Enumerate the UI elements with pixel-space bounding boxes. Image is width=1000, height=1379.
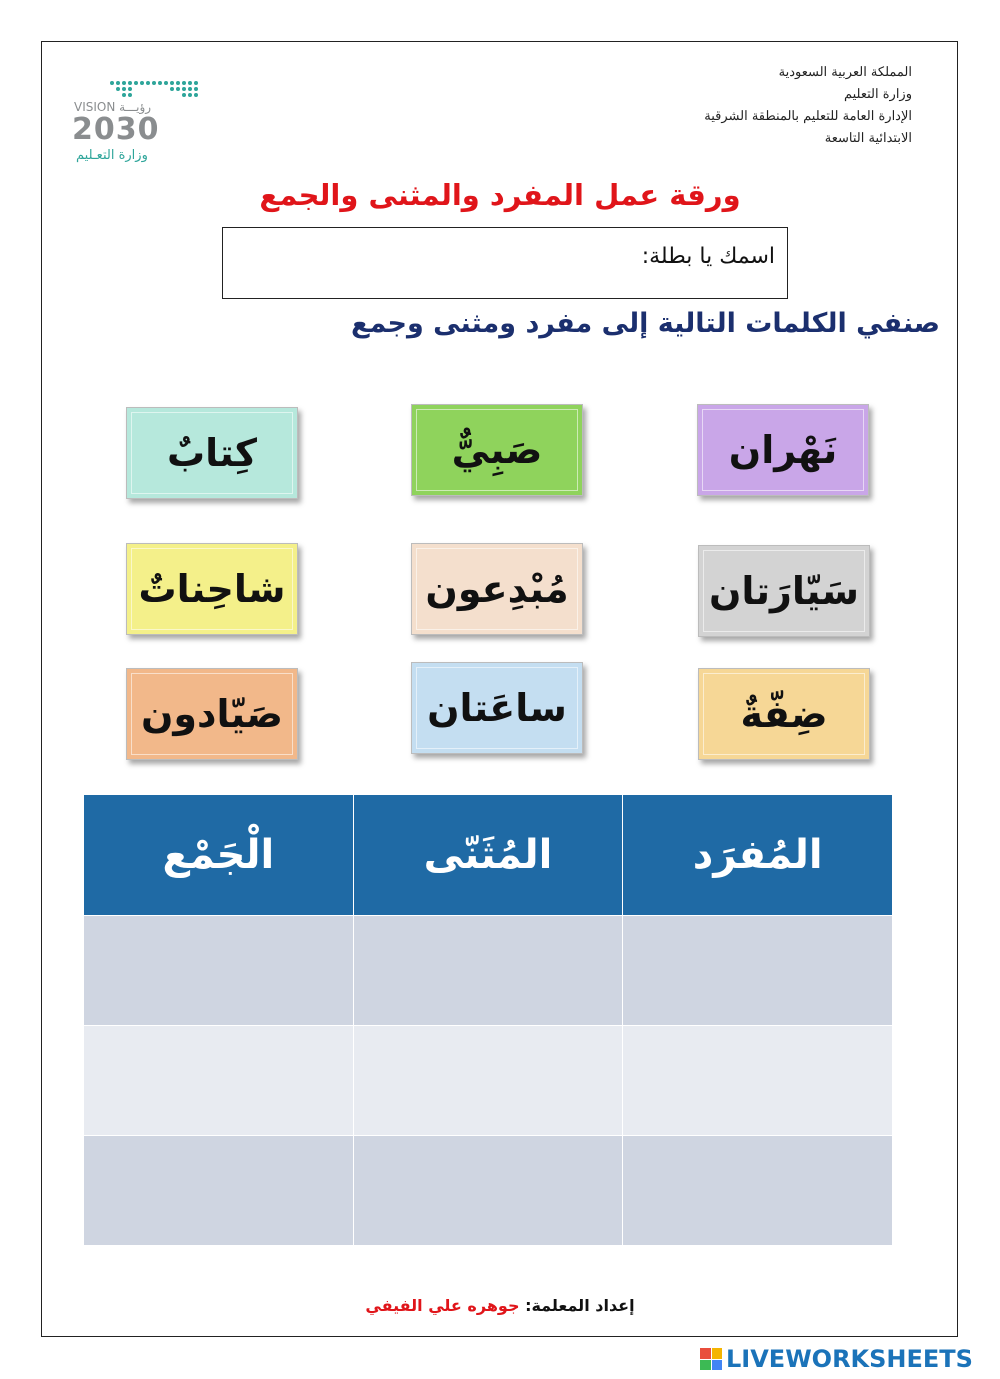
column-dual: المُثَنّى [353, 795, 623, 916]
table-row [84, 1026, 893, 1136]
drop-cell-dual[interactable] [353, 916, 623, 1026]
watermark-text: LIVEWORKSHEETS [726, 1345, 973, 1373]
word-card[interactable] [411, 404, 583, 496]
drop-cell-singular[interactable] [623, 916, 893, 1026]
teacher-label: إعداد المعلمة: [525, 1296, 635, 1315]
word-card-text: مُبْدِعون [425, 567, 569, 611]
word-card[interactable] [126, 668, 298, 760]
word-card-text: ضِفّةٌ [740, 692, 828, 736]
column-plural: الْجَمْع [84, 795, 354, 916]
word-card-text: ساعَتان [427, 686, 567, 730]
liveworksheets-watermark [700, 1344, 995, 1374]
student-name-box[interactable] [222, 227, 788, 299]
student-name-label: اسمك يا بطلة: [641, 244, 775, 269]
classification-table [83, 795, 893, 1246]
worksheet-title: ورقة عمل المفرد والمثنى والجمع [259, 178, 741, 212]
column-singular: المُفرَد [623, 795, 893, 916]
liveworksheets-logo-icon [700, 1348, 722, 1370]
word-card[interactable] [697, 404, 869, 496]
word-card[interactable] [411, 543, 583, 635]
word-card[interactable] [698, 545, 870, 637]
word-card[interactable] [698, 668, 870, 760]
logo-vision-text: VISION رؤيـــة [74, 100, 152, 114]
word-card-text: صَيّادون [140, 692, 284, 736]
logo-ministry-text: وزارة التعـليم [76, 148, 148, 163]
logo-year-text: 2030 [72, 112, 160, 147]
word-card[interactable] [411, 662, 583, 754]
drop-cell-dual[interactable] [353, 1026, 623, 1136]
header-school: الابتدائية التاسعة [824, 131, 912, 146]
word-card[interactable] [126, 407, 298, 499]
word-card-text: نَهْران [728, 428, 838, 472]
vision-2030-logo [72, 78, 207, 166]
word-card-text: كِتابٌ [166, 431, 258, 475]
instruction-text: صنفي الكلمات التالية إلى مفرد ومثنى وجمع [351, 308, 940, 339]
header-ministry: وزارة التعليم [843, 87, 912, 102]
header-country: المملكة العربية السعودية [778, 65, 912, 80]
word-card-text: سَيّارَتان [709, 569, 859, 613]
word-card-text: صَبِيٌّ [451, 428, 543, 472]
drop-cell-dual[interactable] [353, 1136, 623, 1246]
header-directorate: الإدارة العامة للتعليم بالمنطقة الشرقية [704, 109, 912, 124]
drop-cell-plural[interactable] [84, 916, 354, 1026]
drop-cell-plural[interactable] [84, 1026, 354, 1136]
table-row [84, 1136, 893, 1246]
drop-cell-singular[interactable] [623, 1136, 893, 1246]
teacher-name: جوهره علي الفيفي [365, 1296, 520, 1315]
teacher-credit [300, 1296, 700, 1315]
word-card-text: شاحِناتٌ [138, 567, 286, 611]
word-card[interactable] [126, 543, 298, 635]
drop-cell-plural[interactable] [84, 1136, 354, 1246]
school-header [592, 62, 912, 150]
table-row [84, 916, 893, 1026]
drop-cell-singular[interactable] [623, 1026, 893, 1136]
